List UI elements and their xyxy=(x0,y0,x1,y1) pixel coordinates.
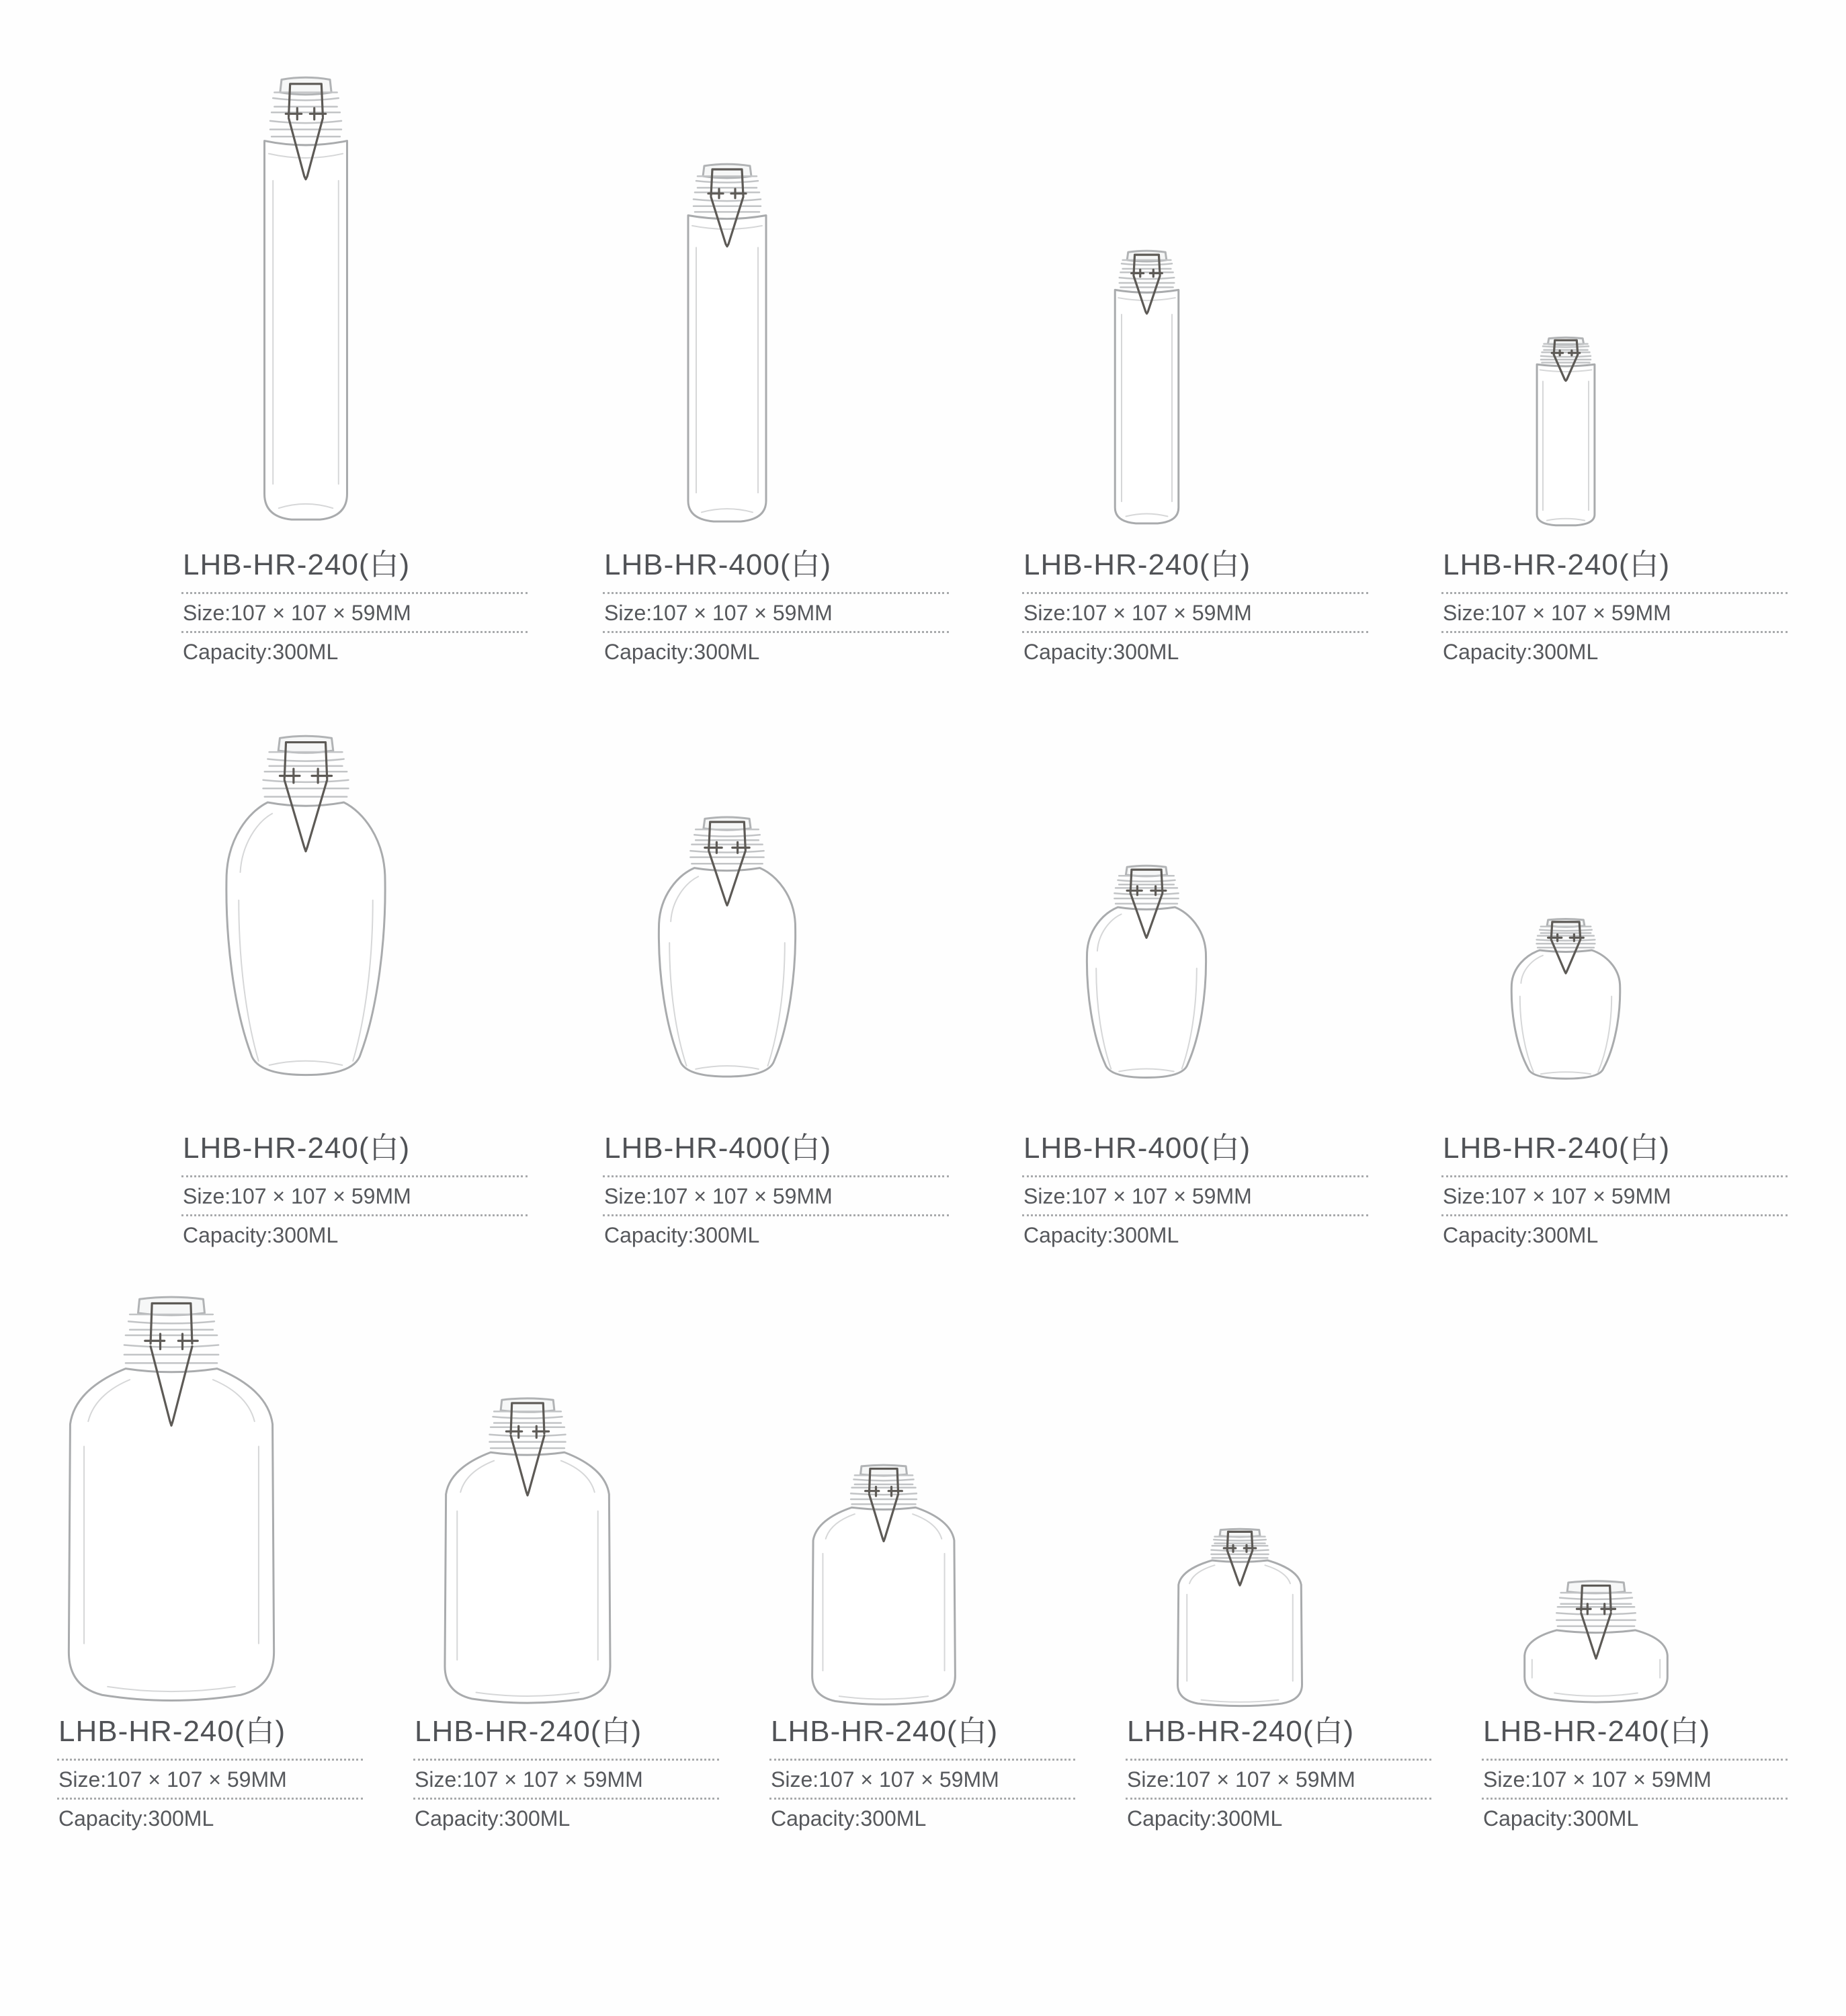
jar-image-row1-4 xyxy=(1516,336,1616,530)
product-size: Size:107 × 107 × 59MM xyxy=(1482,1759,1788,1798)
product-size: Size:107 × 107 × 59MM xyxy=(1022,1175,1368,1214)
product-model: LHB-HR-240(白) xyxy=(1443,548,1671,581)
jar-image-row1-2 xyxy=(660,161,794,530)
jar-image-row2-2 xyxy=(648,814,806,1082)
product-size: Size:107 × 107 × 59MM xyxy=(57,1759,363,1798)
product-size: Size:107 × 107 × 59MM xyxy=(1126,1759,1431,1798)
product-label xyxy=(1022,548,1368,670)
product-label xyxy=(413,1715,719,1837)
product-label xyxy=(1022,1132,1368,1253)
jar-image-row1-1 xyxy=(235,74,377,530)
product-model: LHB-HR-240(白) xyxy=(183,1132,411,1165)
jar-image-row2-4 xyxy=(1503,917,1628,1082)
product-size: Size:107 × 107 × 59MM xyxy=(769,1759,1075,1798)
product-label xyxy=(181,1132,528,1253)
product-model: LHB-HR-240(白) xyxy=(415,1715,642,1748)
product-label xyxy=(1482,1715,1788,1837)
product-label xyxy=(603,548,949,670)
product-size: Size:107 × 107 × 59MM xyxy=(181,592,528,631)
product-model: LHB-HR-400(白) xyxy=(604,1132,832,1165)
jar-image-row3-4 xyxy=(1173,1527,1307,1710)
product-model: LHB-HR-240(白) xyxy=(1443,1132,1671,1165)
product-capacity: Capacity:300ML xyxy=(1441,1214,1788,1253)
jar-image-row3-3 xyxy=(806,1463,961,1710)
jar-image-row2-1 xyxy=(214,732,397,1082)
product-capacity: Capacity:300ML xyxy=(413,1798,719,1837)
product-label xyxy=(1126,1715,1431,1837)
product-label xyxy=(603,1132,949,1253)
product-capacity: Capacity:300ML xyxy=(1126,1798,1431,1837)
product-model: LHB-HR-400(白) xyxy=(1023,1132,1251,1165)
product-label xyxy=(181,548,528,670)
product-label xyxy=(57,1715,363,1837)
product-capacity: Capacity:300ML xyxy=(603,631,949,670)
product-capacity: Capacity:300ML xyxy=(769,1798,1075,1837)
jar-image-row3-2 xyxy=(438,1396,617,1710)
product-model: LHB-HR-240(白) xyxy=(1023,548,1251,581)
jar-image-row2-3 xyxy=(1078,864,1215,1082)
product-capacity: Capacity:300ML xyxy=(603,1214,949,1253)
product-size: Size:107 × 107 × 59MM xyxy=(413,1759,719,1798)
jar-image-row3-5 xyxy=(1516,1579,1676,1710)
product-capacity: Capacity:300ML xyxy=(1022,1214,1368,1253)
product-capacity: Capacity:300ML xyxy=(1022,631,1368,670)
product-capacity: Capacity:300ML xyxy=(1441,631,1788,670)
product-size: Size:107 × 107 × 59MM xyxy=(603,592,949,631)
product-size: Size:107 × 107 × 59MM xyxy=(603,1175,949,1214)
product-model: LHB-HR-240(白) xyxy=(58,1715,286,1748)
product-size: Size:107 × 107 × 59MM xyxy=(181,1175,528,1214)
product-size: Size:107 × 107 × 59MM xyxy=(1441,1175,1788,1214)
product-capacity: Capacity:300ML xyxy=(1482,1798,1788,1837)
product-model: LHB-HR-240(白) xyxy=(183,548,411,581)
product-model: LHB-HR-240(白) xyxy=(771,1715,999,1748)
product-capacity: Capacity:300ML xyxy=(181,631,528,670)
product-capacity: Capacity:300ML xyxy=(57,1798,363,1837)
product-size: Size:107 × 107 × 59MM xyxy=(1022,592,1368,631)
product-size: Size:107 × 107 × 59MM xyxy=(1441,592,1788,631)
product-model: LHB-HR-240(白) xyxy=(1127,1715,1355,1748)
jar-image-row1-3 xyxy=(1092,249,1202,530)
jar-image-row3-1 xyxy=(60,1294,282,1710)
product-model: LHB-HR-240(白) xyxy=(1483,1715,1711,1748)
product-capacity: Capacity:300ML xyxy=(181,1214,528,1253)
product-label xyxy=(1441,1132,1788,1253)
product-label xyxy=(1441,548,1788,670)
product-model: LHB-HR-400(白) xyxy=(604,548,832,581)
product-label xyxy=(769,1715,1075,1837)
